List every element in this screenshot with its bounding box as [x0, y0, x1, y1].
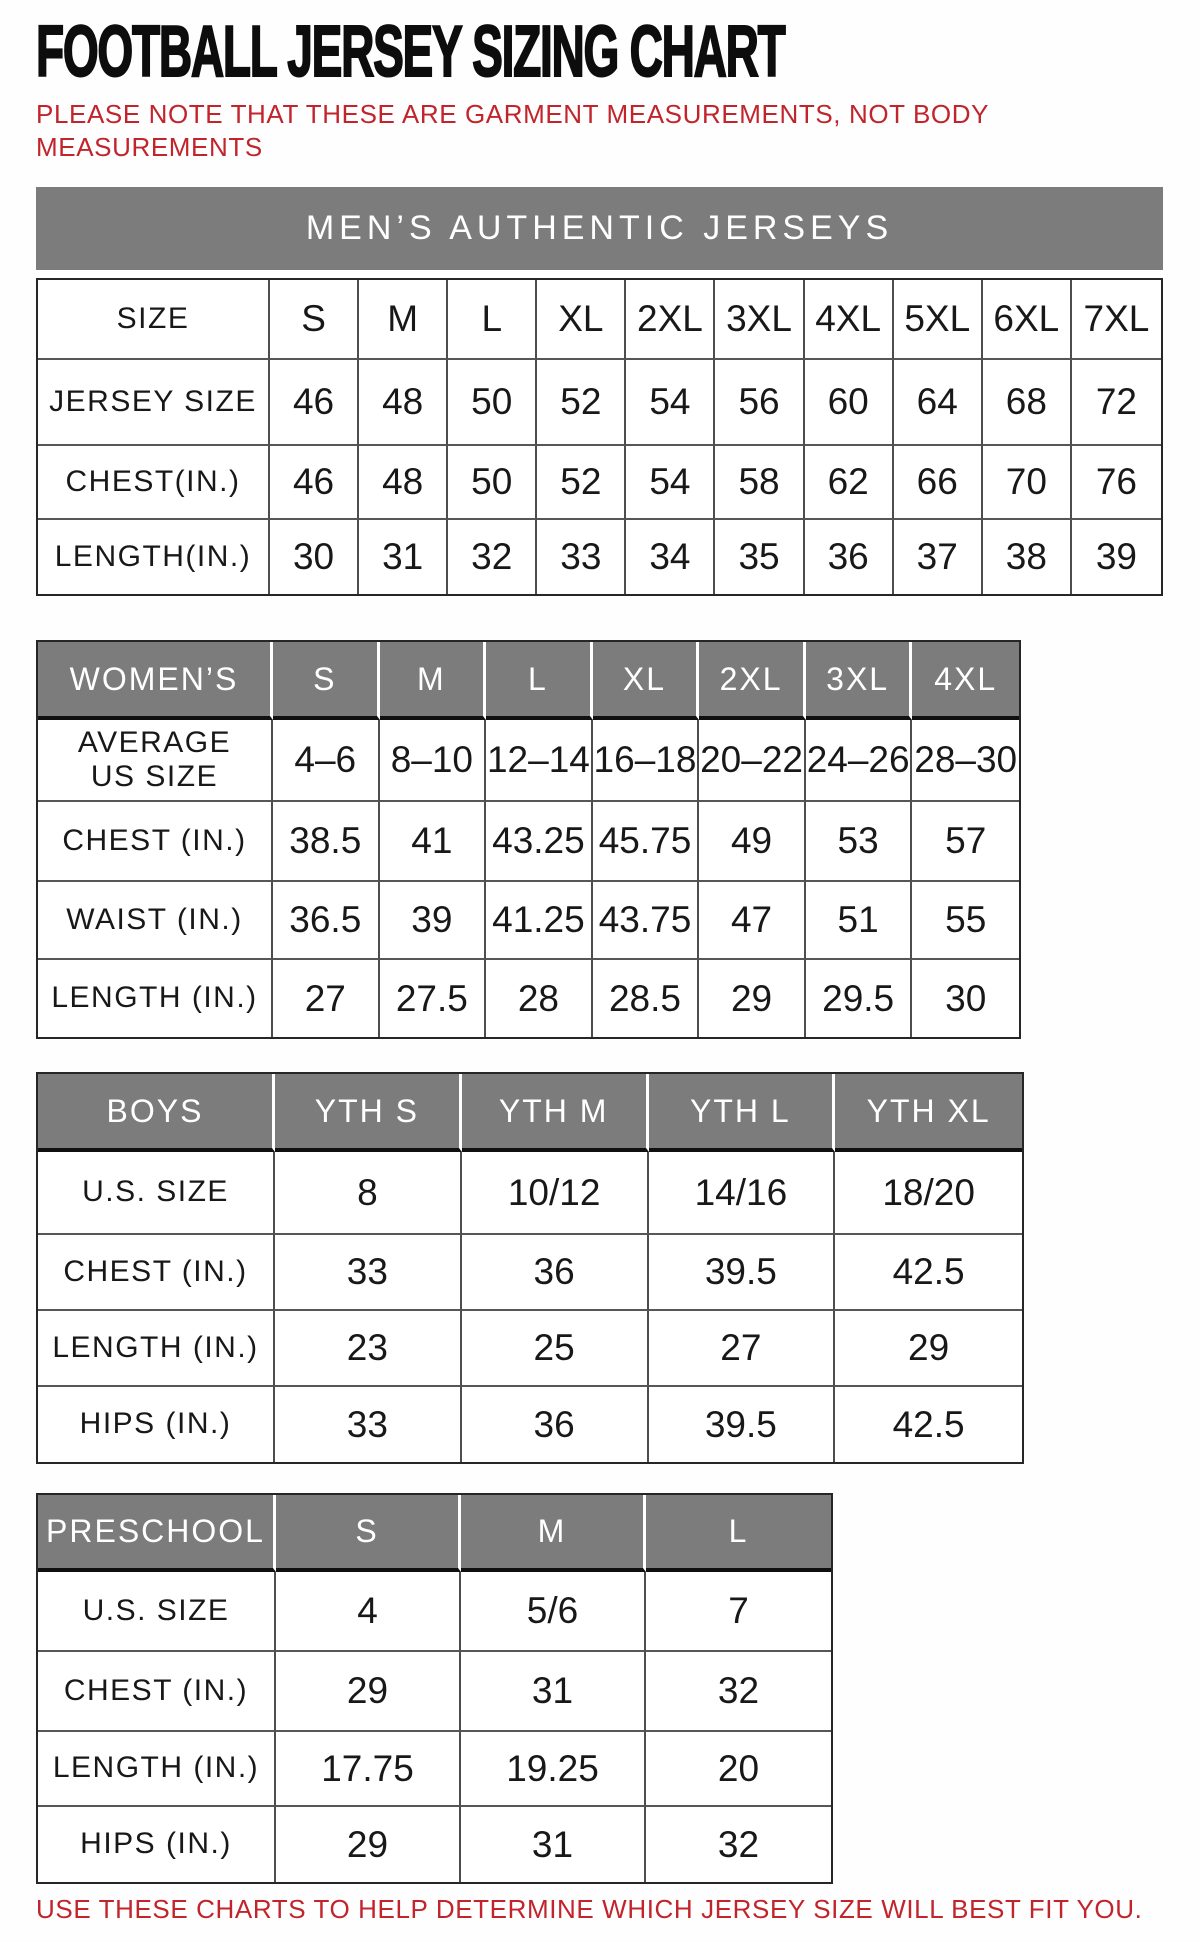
- mens-row-label: SIZE: [38, 280, 270, 360]
- boys-value-cell: 23: [275, 1311, 462, 1387]
- boys-column-header: YTH L: [649, 1074, 836, 1152]
- mens-value-cell: 6XL: [983, 280, 1072, 360]
- mens-value-cell: 60: [805, 360, 894, 446]
- womens-value-cell: 36.5: [273, 882, 380, 960]
- mens-value-cell: 4XL: [805, 280, 894, 360]
- mens-value-cell: 52: [537, 446, 626, 520]
- mens-value-cell: 7XL: [1072, 280, 1161, 360]
- mens-value-cell: 72: [1072, 360, 1161, 446]
- preschool-value-cell: 29: [276, 1652, 461, 1732]
- preschool-column-header: M: [461, 1495, 646, 1572]
- mens-value-cell: XL: [537, 280, 626, 360]
- mens-value-cell: 46: [270, 446, 359, 520]
- mens-row-label: JERSEY SIZE: [38, 360, 270, 446]
- womens-value-cell: 24–26: [806, 720, 913, 802]
- womens-column-header: M: [380, 642, 487, 720]
- boys-value-cell: 42.5: [835, 1387, 1022, 1462]
- womens-value-cell: 28: [486, 960, 593, 1037]
- womens-value-cell: 29.5: [806, 960, 913, 1037]
- mens-value-cell: 50: [448, 360, 537, 446]
- mens-sizing-table: [36, 187, 1163, 596]
- preschool-value-cell: 20: [646, 1732, 831, 1807]
- preschool-sizing-table: [36, 1493, 833, 1884]
- womens-value-cell: 28–30: [912, 720, 1019, 802]
- boys-value-cell: 42.5: [835, 1235, 1022, 1311]
- preschool-value-cell: 4: [276, 1572, 461, 1652]
- womens-value-cell: 43.75: [593, 882, 700, 960]
- preschool-column-header: S: [276, 1495, 461, 1572]
- mens-value-cell: 34: [626, 520, 715, 594]
- mens-value-cell: 46: [270, 360, 359, 446]
- womens-value-cell: 39: [380, 882, 487, 960]
- boys-value-cell: 29: [835, 1311, 1022, 1387]
- womens-value-cell: 57: [912, 802, 1019, 882]
- womens-value-cell: 27: [273, 960, 380, 1037]
- page-title: FOOTBALL JERSEY SIZING CHART: [36, 12, 785, 92]
- mens-value-cell: 54: [626, 360, 715, 446]
- boys-column-header: YTH XL: [835, 1074, 1022, 1152]
- preschool-value-cell: 31: [461, 1807, 646, 1882]
- mens-value-cell: 66: [894, 446, 983, 520]
- womens-value-cell: 47: [699, 882, 806, 960]
- womens-column-header: 2XL: [699, 642, 806, 720]
- mens-value-cell: 54: [626, 446, 715, 520]
- preschool-row-label: CHEST (IN.): [38, 1652, 276, 1732]
- boys-row-label: HIPS (IN.): [38, 1387, 275, 1462]
- boys-value-cell: 33: [275, 1235, 462, 1311]
- womens-value-cell: 8–10: [380, 720, 487, 802]
- mens-value-cell: 2XL: [626, 280, 715, 360]
- mens-value-cell: M: [359, 280, 448, 360]
- womens-sizing-table: [36, 640, 1021, 1039]
- boys-row-label: CHEST (IN.): [38, 1235, 275, 1311]
- boys-value-cell: 39.5: [649, 1235, 836, 1311]
- preschool-value-cell: 29: [276, 1807, 461, 1882]
- mens-row-label: CHEST(IN.): [38, 446, 270, 520]
- womens-value-cell: 30: [912, 960, 1019, 1037]
- womens-value-cell: 4–6: [273, 720, 380, 802]
- womens-row-label: CHEST (IN.): [38, 802, 273, 882]
- mens-value-cell: 58: [715, 446, 804, 520]
- boys-table-grid: [36, 1072, 1024, 1464]
- womens-row-label: LENGTH (IN.): [38, 960, 273, 1037]
- boys-value-cell: 25: [462, 1311, 649, 1387]
- boys-value-cell: 33: [275, 1387, 462, 1462]
- mens-value-cell: 68: [983, 360, 1072, 446]
- preschool-value-cell: 32: [646, 1807, 831, 1882]
- mens-value-cell: 31: [359, 520, 448, 594]
- womens-column-header: 3XL: [806, 642, 913, 720]
- womens-value-cell: 16–18: [593, 720, 700, 802]
- preschool-value-cell: 32: [646, 1652, 831, 1732]
- mens-value-cell: 76: [1072, 446, 1161, 520]
- preschool-value-cell: 17.75: [276, 1732, 461, 1807]
- boys-value-cell: 8: [275, 1152, 462, 1235]
- mens-value-cell: 33: [537, 520, 626, 594]
- womens-value-cell: 55: [912, 882, 1019, 960]
- preschool-column-header: L: [646, 1495, 831, 1572]
- womens-column-header: S: [273, 642, 380, 720]
- mens-value-cell: 56: [715, 360, 804, 446]
- womens-value-cell: 43.25: [486, 802, 593, 882]
- womens-value-cell: 53: [806, 802, 913, 882]
- boys-sizing-table: [36, 1072, 1024, 1464]
- boys-value-cell: 27: [649, 1311, 836, 1387]
- mens-value-cell: 64: [894, 360, 983, 446]
- boys-value-cell: 18/20: [835, 1152, 1022, 1235]
- footer-note: USE THESE CHARTS TO HELP DETERMINE WHICH JERSEY SIZE WILL BEST FIT YOU.: [36, 1894, 1143, 1924]
- preschool-table-grid: [36, 1493, 833, 1884]
- boys-column-header: YTH M: [462, 1074, 649, 1152]
- boys-row-label: LENGTH (IN.): [38, 1311, 275, 1387]
- preschool-row-label: LENGTH (IN.): [38, 1732, 276, 1807]
- mens-value-cell: 36: [805, 520, 894, 594]
- boys-value-cell: 36: [462, 1387, 649, 1462]
- womens-value-cell: 49: [699, 802, 806, 882]
- boys-value-cell: 14/16: [649, 1152, 836, 1235]
- preschool-value-cell: 19.25: [461, 1732, 646, 1807]
- mens-value-cell: 39: [1072, 520, 1161, 594]
- womens-value-cell: 45.75: [593, 802, 700, 882]
- mens-table-header: MEN’S AUTHENTIC JERSEYS: [36, 187, 1163, 270]
- womens-value-cell: 27.5: [380, 960, 487, 1037]
- boys-value-cell: 39.5: [649, 1387, 836, 1462]
- garment-measurements-note: [36, 98, 989, 164]
- mens-value-cell: 37: [894, 520, 983, 594]
- mens-value-cell: 38: [983, 520, 1072, 594]
- mens-value-cell: 35: [715, 520, 804, 594]
- mens-row-label: LENGTH(IN.): [38, 520, 270, 594]
- boys-value-cell: 36: [462, 1235, 649, 1311]
- note-line-1: PLEASE NOTE THAT THESE ARE GARMENT MEASUREMENTS, NOT BODY: [36, 99, 990, 129]
- mens-value-cell: L: [448, 280, 537, 360]
- womens-value-cell: 20–22: [699, 720, 806, 802]
- mens-value-cell: 70: [983, 446, 1072, 520]
- mens-value-cell: 48: [359, 360, 448, 446]
- womens-value-cell: 51: [806, 882, 913, 960]
- boys-value-cell: 10/12: [462, 1152, 649, 1235]
- womens-column-header: XL: [593, 642, 700, 720]
- note-line-2: MEASUREMENTS: [36, 132, 263, 162]
- mens-value-cell: 30: [270, 520, 359, 594]
- boys-column-header: YTH S: [275, 1074, 462, 1152]
- mens-value-cell: 3XL: [715, 280, 804, 360]
- womens-table-grid: [36, 640, 1021, 1039]
- womens-value-cell: 41: [380, 802, 487, 882]
- womens-value-cell: 41.25: [486, 882, 593, 960]
- mens-value-cell: 5XL: [894, 280, 983, 360]
- mens-value-cell: 52: [537, 360, 626, 446]
- mens-value-cell: 32: [448, 520, 537, 594]
- womens-header-label: WOMEN’S: [38, 642, 273, 720]
- womens-row-label: AVERAGE US SIZE: [38, 720, 273, 802]
- preschool-value-cell: 5/6: [461, 1572, 646, 1652]
- preschool-value-cell: 31: [461, 1652, 646, 1732]
- preschool-header-label: PRESCHOOL: [38, 1495, 276, 1572]
- womens-value-cell: 29: [699, 960, 806, 1037]
- mens-value-cell: 48: [359, 446, 448, 520]
- mens-value-cell: S: [270, 280, 359, 360]
- womens-column-header: 4XL: [912, 642, 1019, 720]
- mens-table-grid: [36, 278, 1163, 596]
- boys-row-label: U.S. SIZE: [38, 1152, 275, 1235]
- womens-value-cell: 38.5: [273, 802, 380, 882]
- preschool-row-label: U.S. SIZE: [38, 1572, 276, 1652]
- boys-header-label: BOYS: [38, 1074, 275, 1152]
- womens-value-cell: 12–14: [486, 720, 593, 802]
- preschool-row-label: HIPS (IN.): [38, 1807, 276, 1882]
- womens-row-label: WAIST (IN.): [38, 882, 273, 960]
- mens-value-cell: 50: [448, 446, 537, 520]
- womens-value-cell: 28.5: [593, 960, 700, 1037]
- womens-column-header: L: [486, 642, 593, 720]
- preschool-value-cell: 7: [646, 1572, 831, 1652]
- mens-value-cell: 62: [805, 446, 894, 520]
